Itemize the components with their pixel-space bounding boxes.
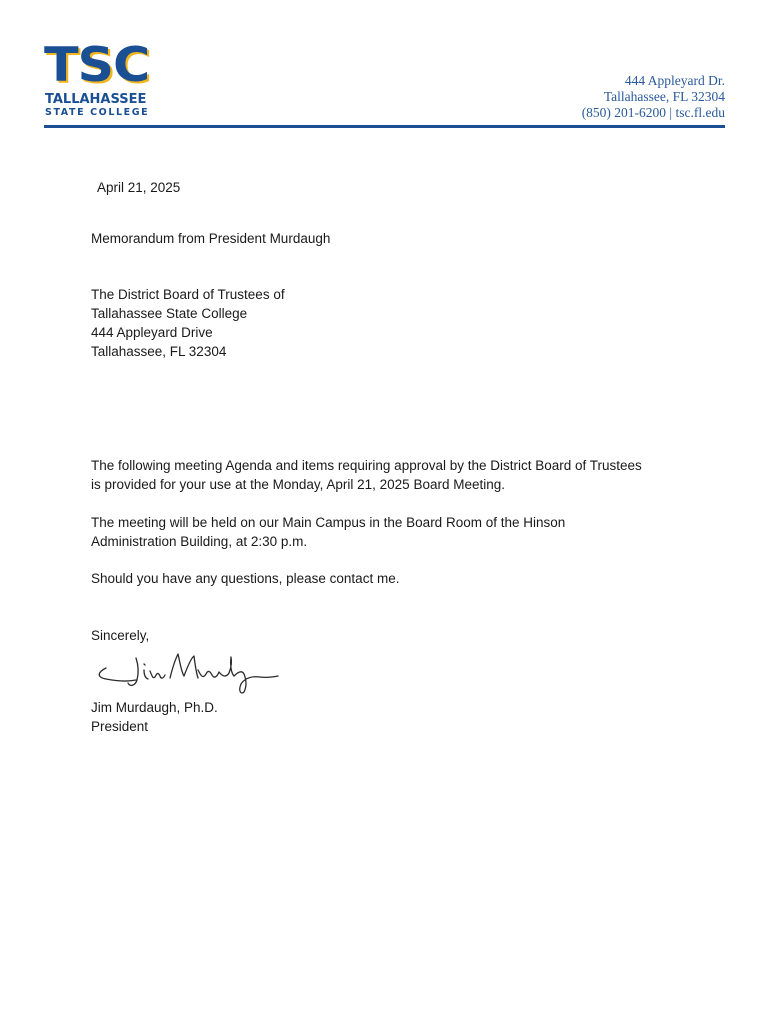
- letterhead: [0, 0, 770, 130]
- signer-block: [91, 698, 218, 736]
- recipient-line: 444 Appleyard Drive: [91, 325, 213, 340]
- body-paragraph: The meeting will be held on our Main Campus in the Board Room of the Hinson Administration Building, at 2:30 p.m.: [91, 515, 566, 549]
- signer-title: President: [91, 719, 149, 734]
- letterhead-address: [582, 73, 725, 121]
- body-paragraph: Should you have any questions, please contact me.: [91, 571, 400, 586]
- closing: Sincerely,: [91, 628, 150, 643]
- logo-subtitle: STATE COLLEGE: [45, 107, 150, 118]
- letter-date: April 21, 2025: [97, 180, 181, 195]
- header-divider: [44, 125, 725, 128]
- recipient-line: The District Board of Trustees of: [91, 287, 285, 302]
- signer-name: Jim Murdaugh, Ph.D.: [91, 700, 218, 715]
- recipient-line: Tallahassee, FL 32304: [91, 344, 227, 359]
- address-contact: (850) 201-6200 | tsc.fl.edu: [581, 105, 725, 120]
- address-city: Tallahassee, FL 32304: [603, 89, 725, 104]
- memo-line: Memorandum from President Murdaugh: [91, 231, 331, 246]
- recipient-line: Tallahassee State College: [91, 306, 248, 321]
- address-street: 444 Appleyard Dr.: [624, 73, 725, 88]
- body-paragraph: The following meeting Agenda and items requiring approval by the District Board of Trustees is provided for your use at the Monday, April 21, 2025 Board Meeting.: [91, 458, 642, 492]
- college-logo: [44, 38, 166, 120]
- recipient-address: [91, 285, 285, 361]
- logo-mark: TSC: [44, 38, 150, 93]
- logo-name: TALLAHASSEE: [45, 92, 147, 107]
- signature-image: [92, 646, 287, 696]
